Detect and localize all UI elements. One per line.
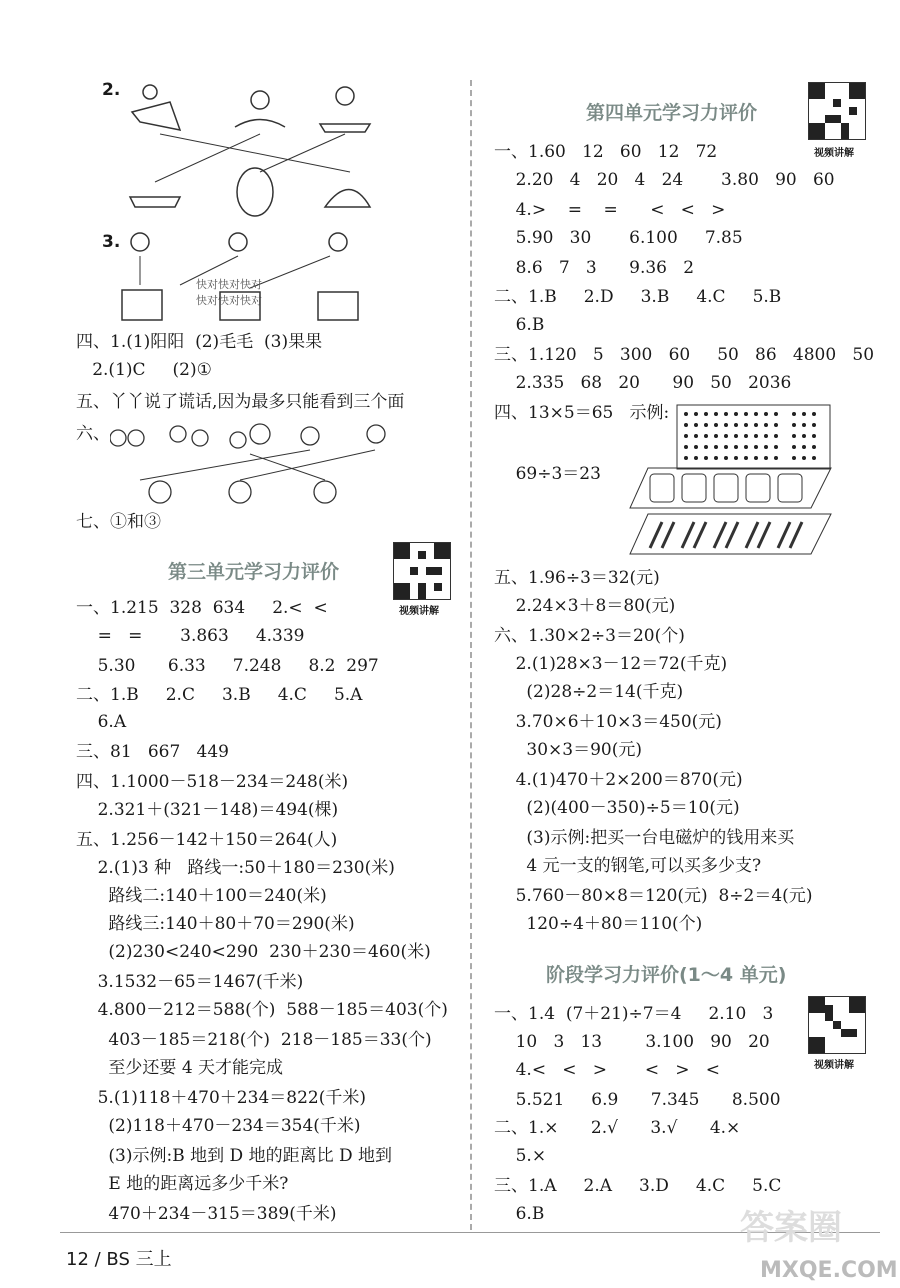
dot (694, 434, 698, 438)
section-3-answer-line: = = 3.863 4.339 (76, 626, 305, 646)
dot (792, 445, 796, 449)
dot (724, 434, 728, 438)
qr-caption-section-3: 视频讲解 (399, 606, 439, 617)
left-answer-line: 六、 (76, 424, 110, 444)
qr-code-section-3[interactable] (393, 542, 451, 600)
dot (792, 456, 796, 460)
dot (744, 412, 748, 416)
dot (734, 412, 738, 416)
dot (694, 456, 698, 460)
section-3-answer-line: 470＋234－315＝389(千米) (76, 1204, 337, 1224)
stage-title: 阶段学习力评价(1～4 单元) (546, 964, 787, 986)
left-answer-line: 2.(1)C (2)① (76, 360, 212, 380)
section-4-answer-line: 2.20 4 20 4 24 3.80 90 60 (494, 170, 835, 190)
dot (764, 445, 768, 449)
section-3-answer-line: (3)示例:B 地到 D 地的距离比 D 地到 (76, 1146, 393, 1166)
dot (694, 423, 698, 427)
qr-code-section-4[interactable] (808, 82, 866, 140)
section-3-answer-line: 5.(1)118＋470＋234＝822(千米) (76, 1088, 366, 1108)
dot-array-diagram (676, 404, 831, 470)
dot (812, 445, 816, 449)
section-3-title: 第三单元学习力评价 (168, 561, 340, 583)
dot (754, 434, 758, 438)
stage-answer-line: 一、1.4 (7＋21)÷7＝4 2.10 3 (494, 1004, 774, 1024)
dot (802, 412, 806, 416)
qr-pattern-icon (809, 997, 865, 1053)
dot (724, 412, 728, 416)
left-answer-line: 五、丫丫说了谎话,因为最多只能看到三个面 (76, 392, 405, 412)
section-4-answer-line: 2.24×3＋8＝80(元) (494, 596, 676, 616)
section-4-answer-line: 2.335 68 20 90 50 2036 (494, 373, 792, 393)
dot (724, 456, 728, 460)
section-4-answer-line: 5.760－80×8＝120(元) 8÷2＝4(元) (494, 886, 813, 906)
dot (684, 456, 688, 460)
section-4-answer-line: 3.70×6＋10×3＝450(元) (494, 712, 722, 732)
dot (774, 445, 778, 449)
dot (714, 434, 718, 438)
matching-illustration-2 (120, 82, 390, 222)
dot (774, 423, 778, 427)
dot (684, 434, 688, 438)
section-3-answer-line: E 地的距离远多少千米? (76, 1174, 289, 1194)
qr-pattern-icon (394, 543, 450, 599)
section-3-answer-line: 403－185＝218(个) 218－185＝33(个) (76, 1030, 432, 1050)
section-4-answer-line: (2)(400－350)÷5＝10(元) (494, 798, 740, 818)
qr-caption-section-4: 视频讲解 (814, 148, 854, 159)
stage-answer-line: 10 3 13 3.100 90 20 (494, 1032, 770, 1052)
dot (744, 423, 748, 427)
section-4-answer-line: 四、13×5＝65 示例: (494, 403, 670, 423)
qr-pattern-icon (809, 83, 865, 139)
dot (714, 456, 718, 460)
site-watermark: MXQE.COM (760, 1258, 898, 1283)
stage-answer-line: 5.521 6.9 7.345 8.500 (494, 1090, 781, 1110)
column-divider (470, 80, 472, 1230)
stage-answer-line: 4.< < > < > < (494, 1060, 720, 1080)
dot (812, 423, 816, 427)
section-3-answer-line: 至少还要 4 天才能完成 (76, 1058, 284, 1078)
dot (754, 456, 758, 460)
dot (774, 456, 778, 460)
question-2-label: 2. (102, 80, 121, 100)
dot (744, 456, 748, 460)
section-4-answer-line: 6.B (494, 315, 545, 335)
dot (764, 456, 768, 460)
section-4-answer-line: 一、1.60 12 60 12 72 (494, 142, 718, 162)
matching-illustration-6 (110, 420, 410, 510)
dot (774, 434, 778, 438)
dot (774, 412, 778, 416)
section-4-answer-line: 69÷3＝23 (494, 464, 601, 484)
section-3-answer-line: 一、1.215 328 634 2.< < (76, 598, 328, 618)
dot (704, 423, 708, 427)
qr-code-stage[interactable] (808, 996, 866, 1054)
section-4-answer-line: 二、1.B 2.D 3.B 4.C 5.B (494, 287, 782, 307)
section-3-answer-line: 路线三:140＋80＋70＝290(米) (76, 914, 355, 934)
dot (764, 412, 768, 416)
qr-caption-stage: 视频讲解 (814, 1060, 854, 1071)
section-3-answer-line: 五、1.256－142＋150＝264(人) (76, 830, 338, 850)
logo-watermark: 答案圈 (740, 1208, 842, 1248)
section-3-answer-line: 6.A (76, 712, 127, 732)
dot (724, 423, 728, 427)
dot (684, 445, 688, 449)
section-4-answer-line: 4.(1)470＋2×200＝870(元) (494, 770, 743, 790)
stamp-watermark: 快对快对快对 快对快对快对 (196, 278, 262, 307)
section-4-answer-line: 4 元一支的钢笔,可以买多少支? (494, 856, 762, 876)
dot (812, 434, 816, 438)
stage-answer-line: 5.× (494, 1146, 547, 1166)
section-3-answer-line: 四、1.1000－518－234＝248(米) (76, 772, 349, 792)
dot (734, 434, 738, 438)
dot (704, 412, 708, 416)
dot (792, 423, 796, 427)
dot (714, 412, 718, 416)
dot (694, 445, 698, 449)
left-answer-line: 四、1.(1)阳阳 (2)毛毛 (3)果果 (76, 332, 323, 352)
section-4-answer-line: 2.(1)28×3－12＝72(千克) (494, 654, 728, 674)
stage-answer-line: 6.B (494, 1204, 545, 1224)
dot (812, 456, 816, 460)
left-answer-line: 七、①和③ (76, 512, 161, 532)
dot (724, 445, 728, 449)
dot (734, 456, 738, 460)
section-4-answer-line: (3)示例:把买一台电磁炉的钱用来买 (494, 828, 795, 848)
section-4-answer-line: 三、1.120 5 300 60 50 86 4800 50 (494, 345, 875, 365)
section-4-answer-line: (2)28÷2＝14(千克) (494, 682, 684, 702)
section-4-answer-line: 4.> = = < < > (494, 200, 726, 220)
dot (684, 412, 688, 416)
section-3-answer-line: 三、81 667 449 (76, 742, 229, 762)
section-3-answer-line: (2)230<240<290 230＋230＝460(米) (76, 942, 431, 962)
dot (714, 445, 718, 449)
question-3-label: 3. (102, 232, 121, 252)
dot (802, 445, 806, 449)
section-4-title: 第四单元学习力评价 (586, 102, 758, 124)
section-3-answer-line: 2.321＋(321－148)＝494(棵) (76, 800, 339, 820)
section-3-answer-line: 4.800－212＝588(个) 588－185＝403(个) (76, 1000, 448, 1020)
dot (714, 423, 718, 427)
stage-answer-line: 二、1.× 2.√ 3.√ 4.× (494, 1118, 741, 1138)
section-4-answer-line: 5.90 30 6.100 7.85 (494, 228, 743, 248)
dot (744, 445, 748, 449)
dot (704, 445, 708, 449)
dot (694, 412, 698, 416)
section-3-answer-line: (2)118＋470－234＝354(千米) (76, 1116, 361, 1136)
dot (792, 434, 796, 438)
section-4-answer-line: 五、1.96÷3＝32(元) (494, 568, 660, 588)
section-3-answer-line: 路线二:140＋100＝240(米) (76, 886, 327, 906)
dot (764, 434, 768, 438)
section-3-answer-line: 5.30 6.33 7.248 8.2 297 (76, 656, 379, 676)
stage-answer-line: 三、1.A 2.A 3.D 4.C 5.C (494, 1176, 782, 1196)
dot (764, 423, 768, 427)
dot (802, 434, 806, 438)
dot (704, 434, 708, 438)
dot (744, 434, 748, 438)
section-4-answer-line: 六、1.30×2÷3＝20(个) (494, 626, 685, 646)
section-3-answer-line: 2.(1)3 种 路线一:50＋180＝230(米) (76, 858, 395, 878)
dot (754, 445, 758, 449)
section-4-answer-line: 30×3＝90(元) (494, 740, 643, 760)
dot (754, 423, 758, 427)
stick-bundles-diagram (628, 466, 833, 558)
page-footer: 12 / BS 三上 (66, 1249, 172, 1270)
dot (812, 412, 816, 416)
dot (802, 456, 806, 460)
dot (792, 412, 796, 416)
dot (734, 445, 738, 449)
section-4-answer-line: 120÷4＋80＝110(个) (494, 914, 703, 934)
dot (802, 423, 806, 427)
dot (734, 423, 738, 427)
dot (754, 412, 758, 416)
section-3-answer-line: 二、1.B 2.C 3.B 4.C 5.A (76, 685, 363, 705)
section-4-answer-line: 8.6 7 3 9.36 2 (494, 258, 695, 278)
dot (684, 423, 688, 427)
dot (704, 456, 708, 460)
section-3-answer-line: 3.1532－65＝1467(千米) (76, 972, 304, 992)
